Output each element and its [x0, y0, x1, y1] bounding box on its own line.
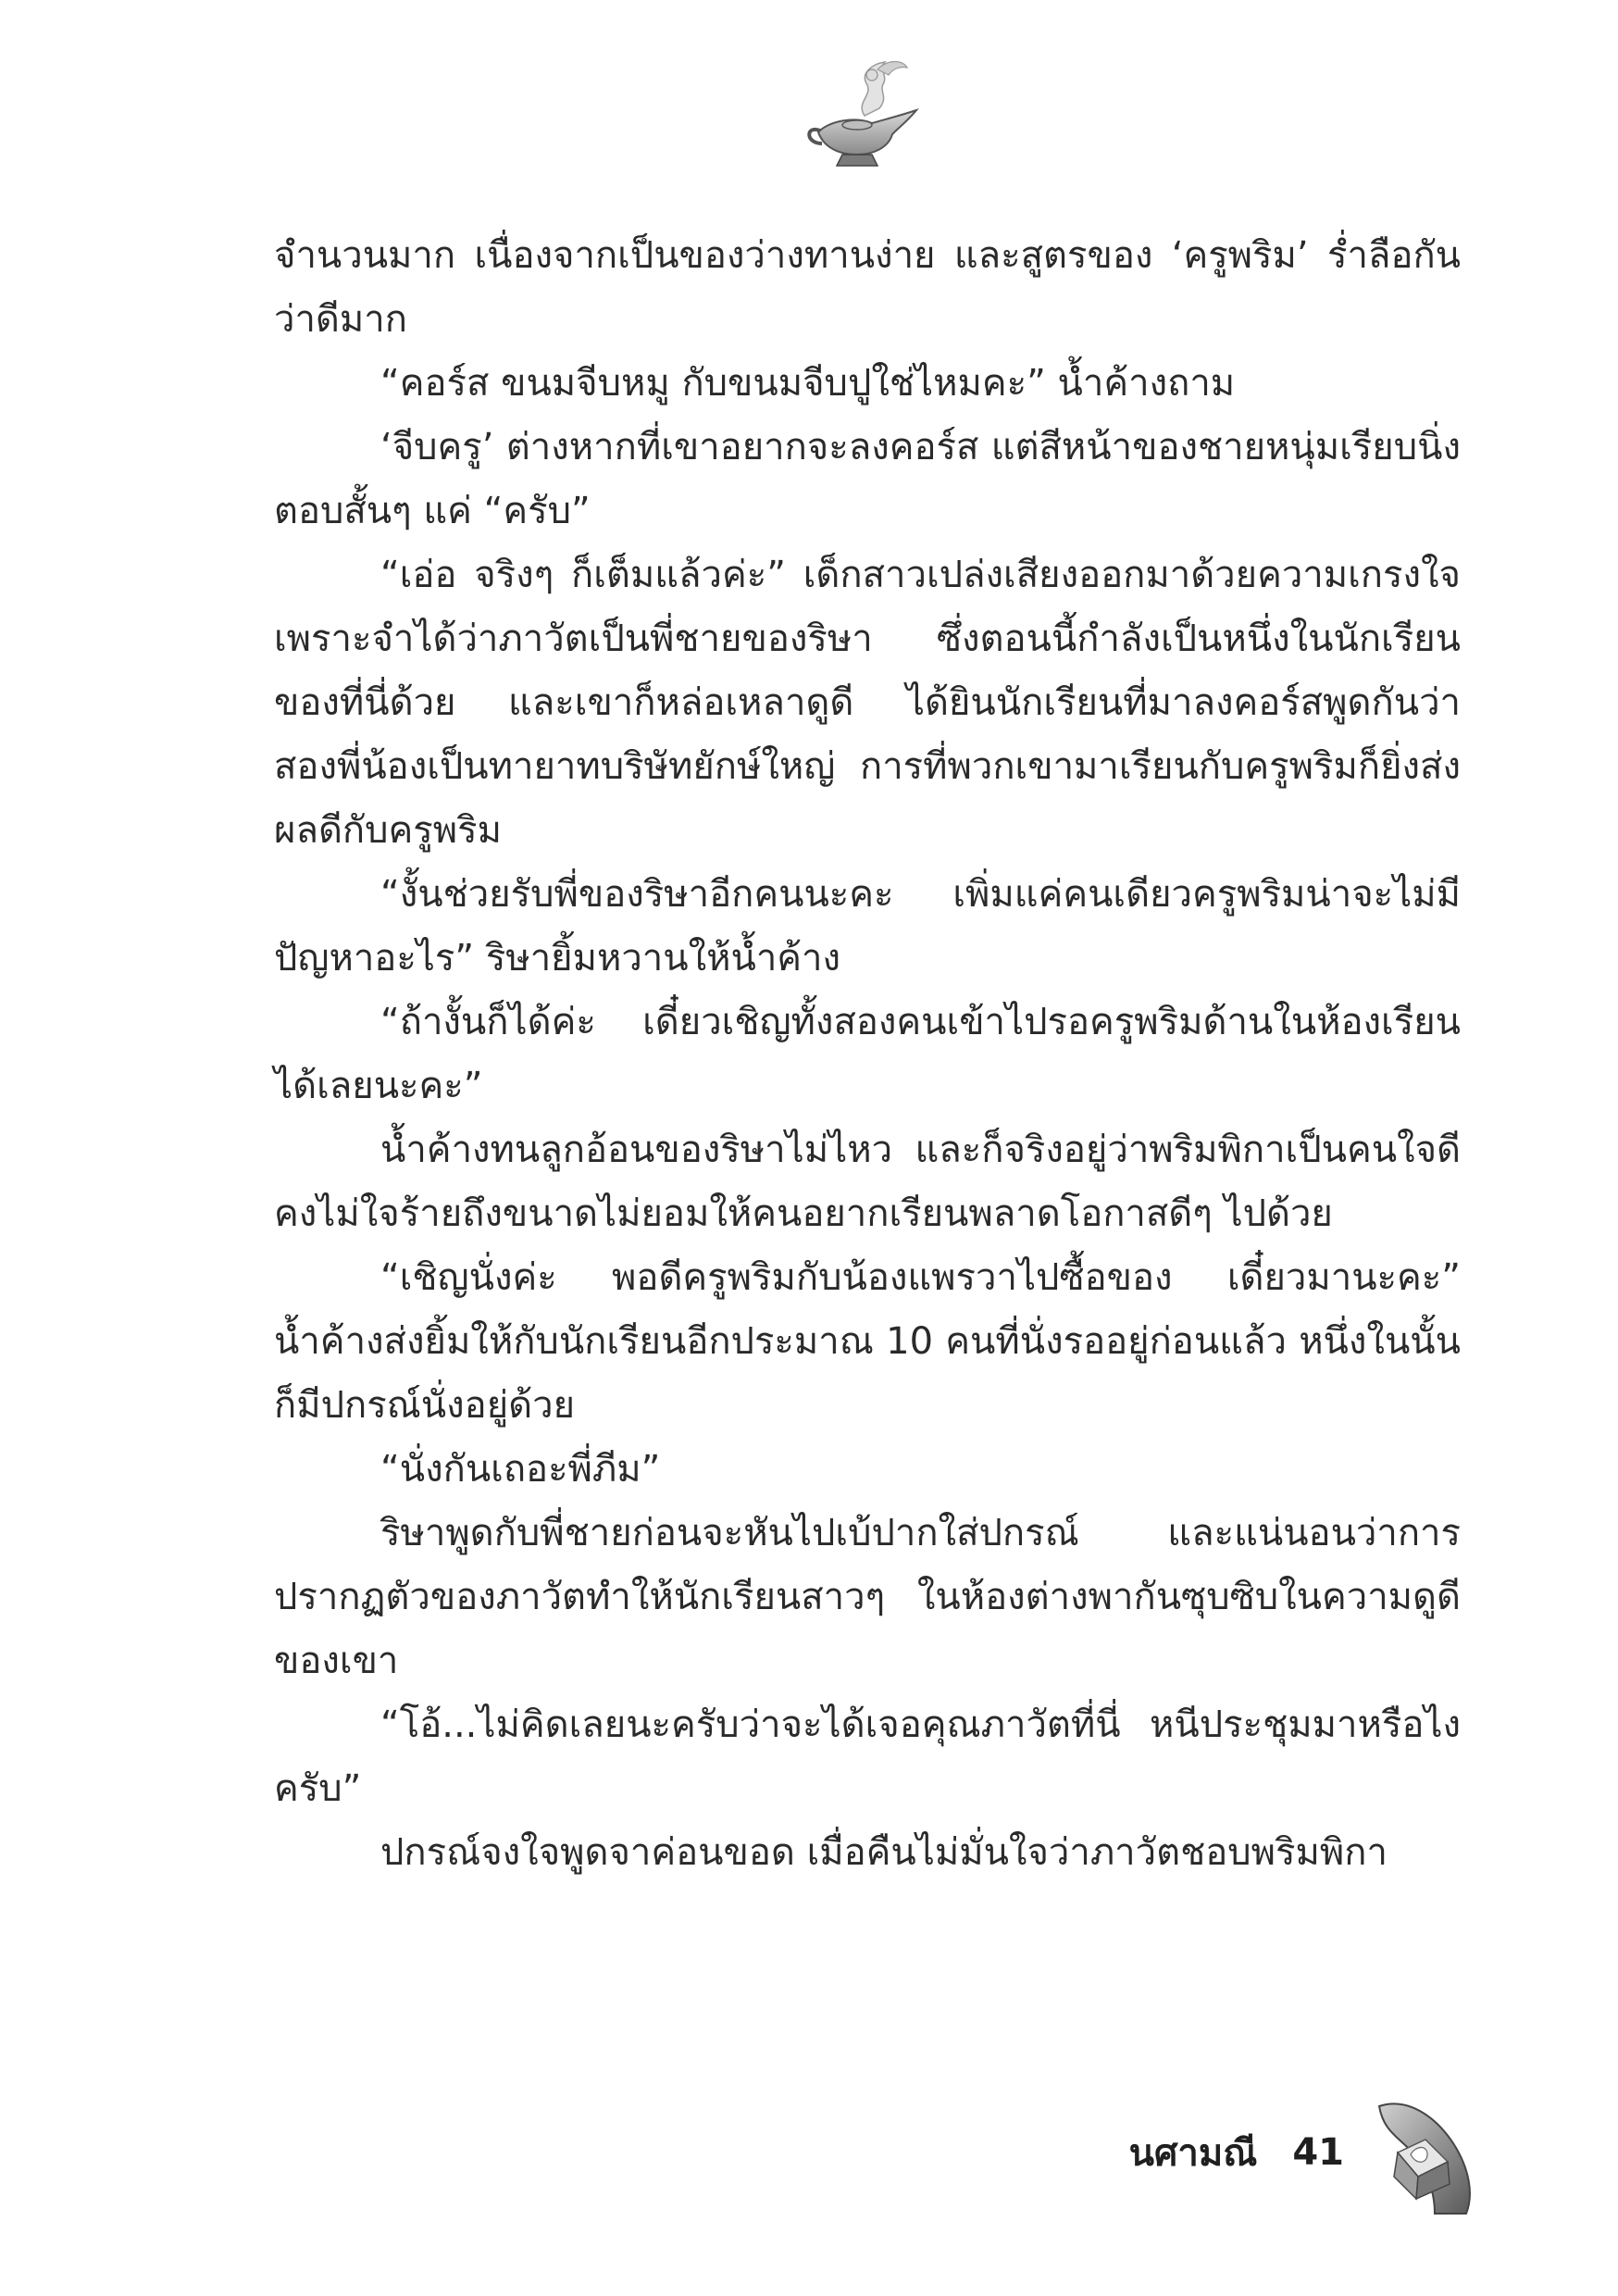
paragraph: น้ำค้างทนลูกอ้อนของริษาไม่ไหว และก็จริงอยู่ว่าพริมพิกาเป็นคนใจดี คงไม่ใจร้ายถึงขนาดไม่ยอมให้คนอยากเรียนพลาดโอกาสดีๆ ไปด้วย: [274, 1129, 1461, 1235]
body-text: [274, 224, 1461, 1885]
paragraph: ริษาพูดกับพี่ชายก่อนจะหันไปเบ้ปากใส่ปกรณ์ และแน่นอนว่าการปรากฏตัวของภาวัตทำให้นักเรียนสาวๆ ในห้องต่างพากันซุบซิบในความดูดีของเขา: [274, 1512, 1461, 1682]
paragraph: “นั่งกันเถอะพี่ภีม”: [380, 1448, 661, 1491]
gift-corner-icon: [1370, 2088, 1479, 2217]
paragraph: “โอ้...ไม่คิดเลยนะครับว่าจะได้เจอคุณภาวัตที่นี่ หนีประชุมมาหรือไงครับ”: [274, 1703, 1461, 1810]
paragraph: จำนวนมาก เนื่องจากเป็นของว่างทานง่าย และสูตรของ ‘ครูพริม’ ร่ำลือกันว่าดีมาก: [274, 234, 1461, 341]
paragraph: “เชิญนั่งค่ะ พอดีครูพริมกับน้องแพรวาไปซื้อของ เดี๋ยวมานะคะ” น้ำค้างส่งยิ้มให้กับนักเรียนอีกประมาณ 10 คนที่นั่งรออยู่ก่อนแล้ว หนึ่งในนั้นก็มีปกรณ์นั่งอยู่ด้วย: [274, 1256, 1461, 1427]
paragraph: “เอ่อ จริงๆ ก็เต็มแล้วค่ะ” เด็กสาวเปล่งเสียงออกมาด้วยความเกรงใจเพราะจำได้ว่าภาวัตเป็นพี่ชายของริษา ซึ่งตอนนี้กำลังเป็นหนึ่งในนักเรียนของที่นี่ด้วย และเขาก็หล่อเหลาดูดี ได้ยินนักเรียนที่มาลงคอร์สพูดกันว่าสองพี่น้องเป็นทายาทบริษัทยักษ์ใหญ่ การที่พวกเขามาเรียนกับครูพริมก็ยิ่งส่งผลดีกับครูพริม: [274, 554, 1461, 852]
author-name: นศามณี: [1128, 2132, 1258, 2175]
genie-lamp-icon: [800, 51, 934, 171]
paragraph: “งั้นช่วยรับพี่ของริษาอีกคนนะคะ เพิ่มแค่คนเดียวครูพริมน่าจะไม่มีปัญหาอะไร” ริษายิ้มหวานให้น้ำค้าง: [274, 873, 1461, 980]
paragraph: “คอร์ส ขนมจีบหมู กับขนมจีบปูใช่ไหมคะ” น้ำค้างถาม: [380, 362, 1236, 405]
paragraph: ปกรณ์จงใจพูดจาค่อนขอด เมื่อคืนไม่มั่นใจว่าภาวัตชอบพริมพิกา: [380, 1831, 1388, 1874]
page-number: 41: [1292, 2131, 1344, 2174]
page-footer: [1129, 2088, 1479, 2217]
paragraph: “ถ้างั้นก็ได้ค่ะ เดี๋ยวเชิญทั้งสองคนเข้าไปรอครูพริมด้านในห้องเรียนได้เลยนะคะ”: [274, 1001, 1461, 1107]
paragraph: ‘จีบครู’ ต่างหากที่เขาอยากจะลงคอร์ส แต่สีหน้าของชายหนุ่มเรียบนิ่งตอบสั้นๆ แค่ “ครับ”: [274, 426, 1461, 532]
